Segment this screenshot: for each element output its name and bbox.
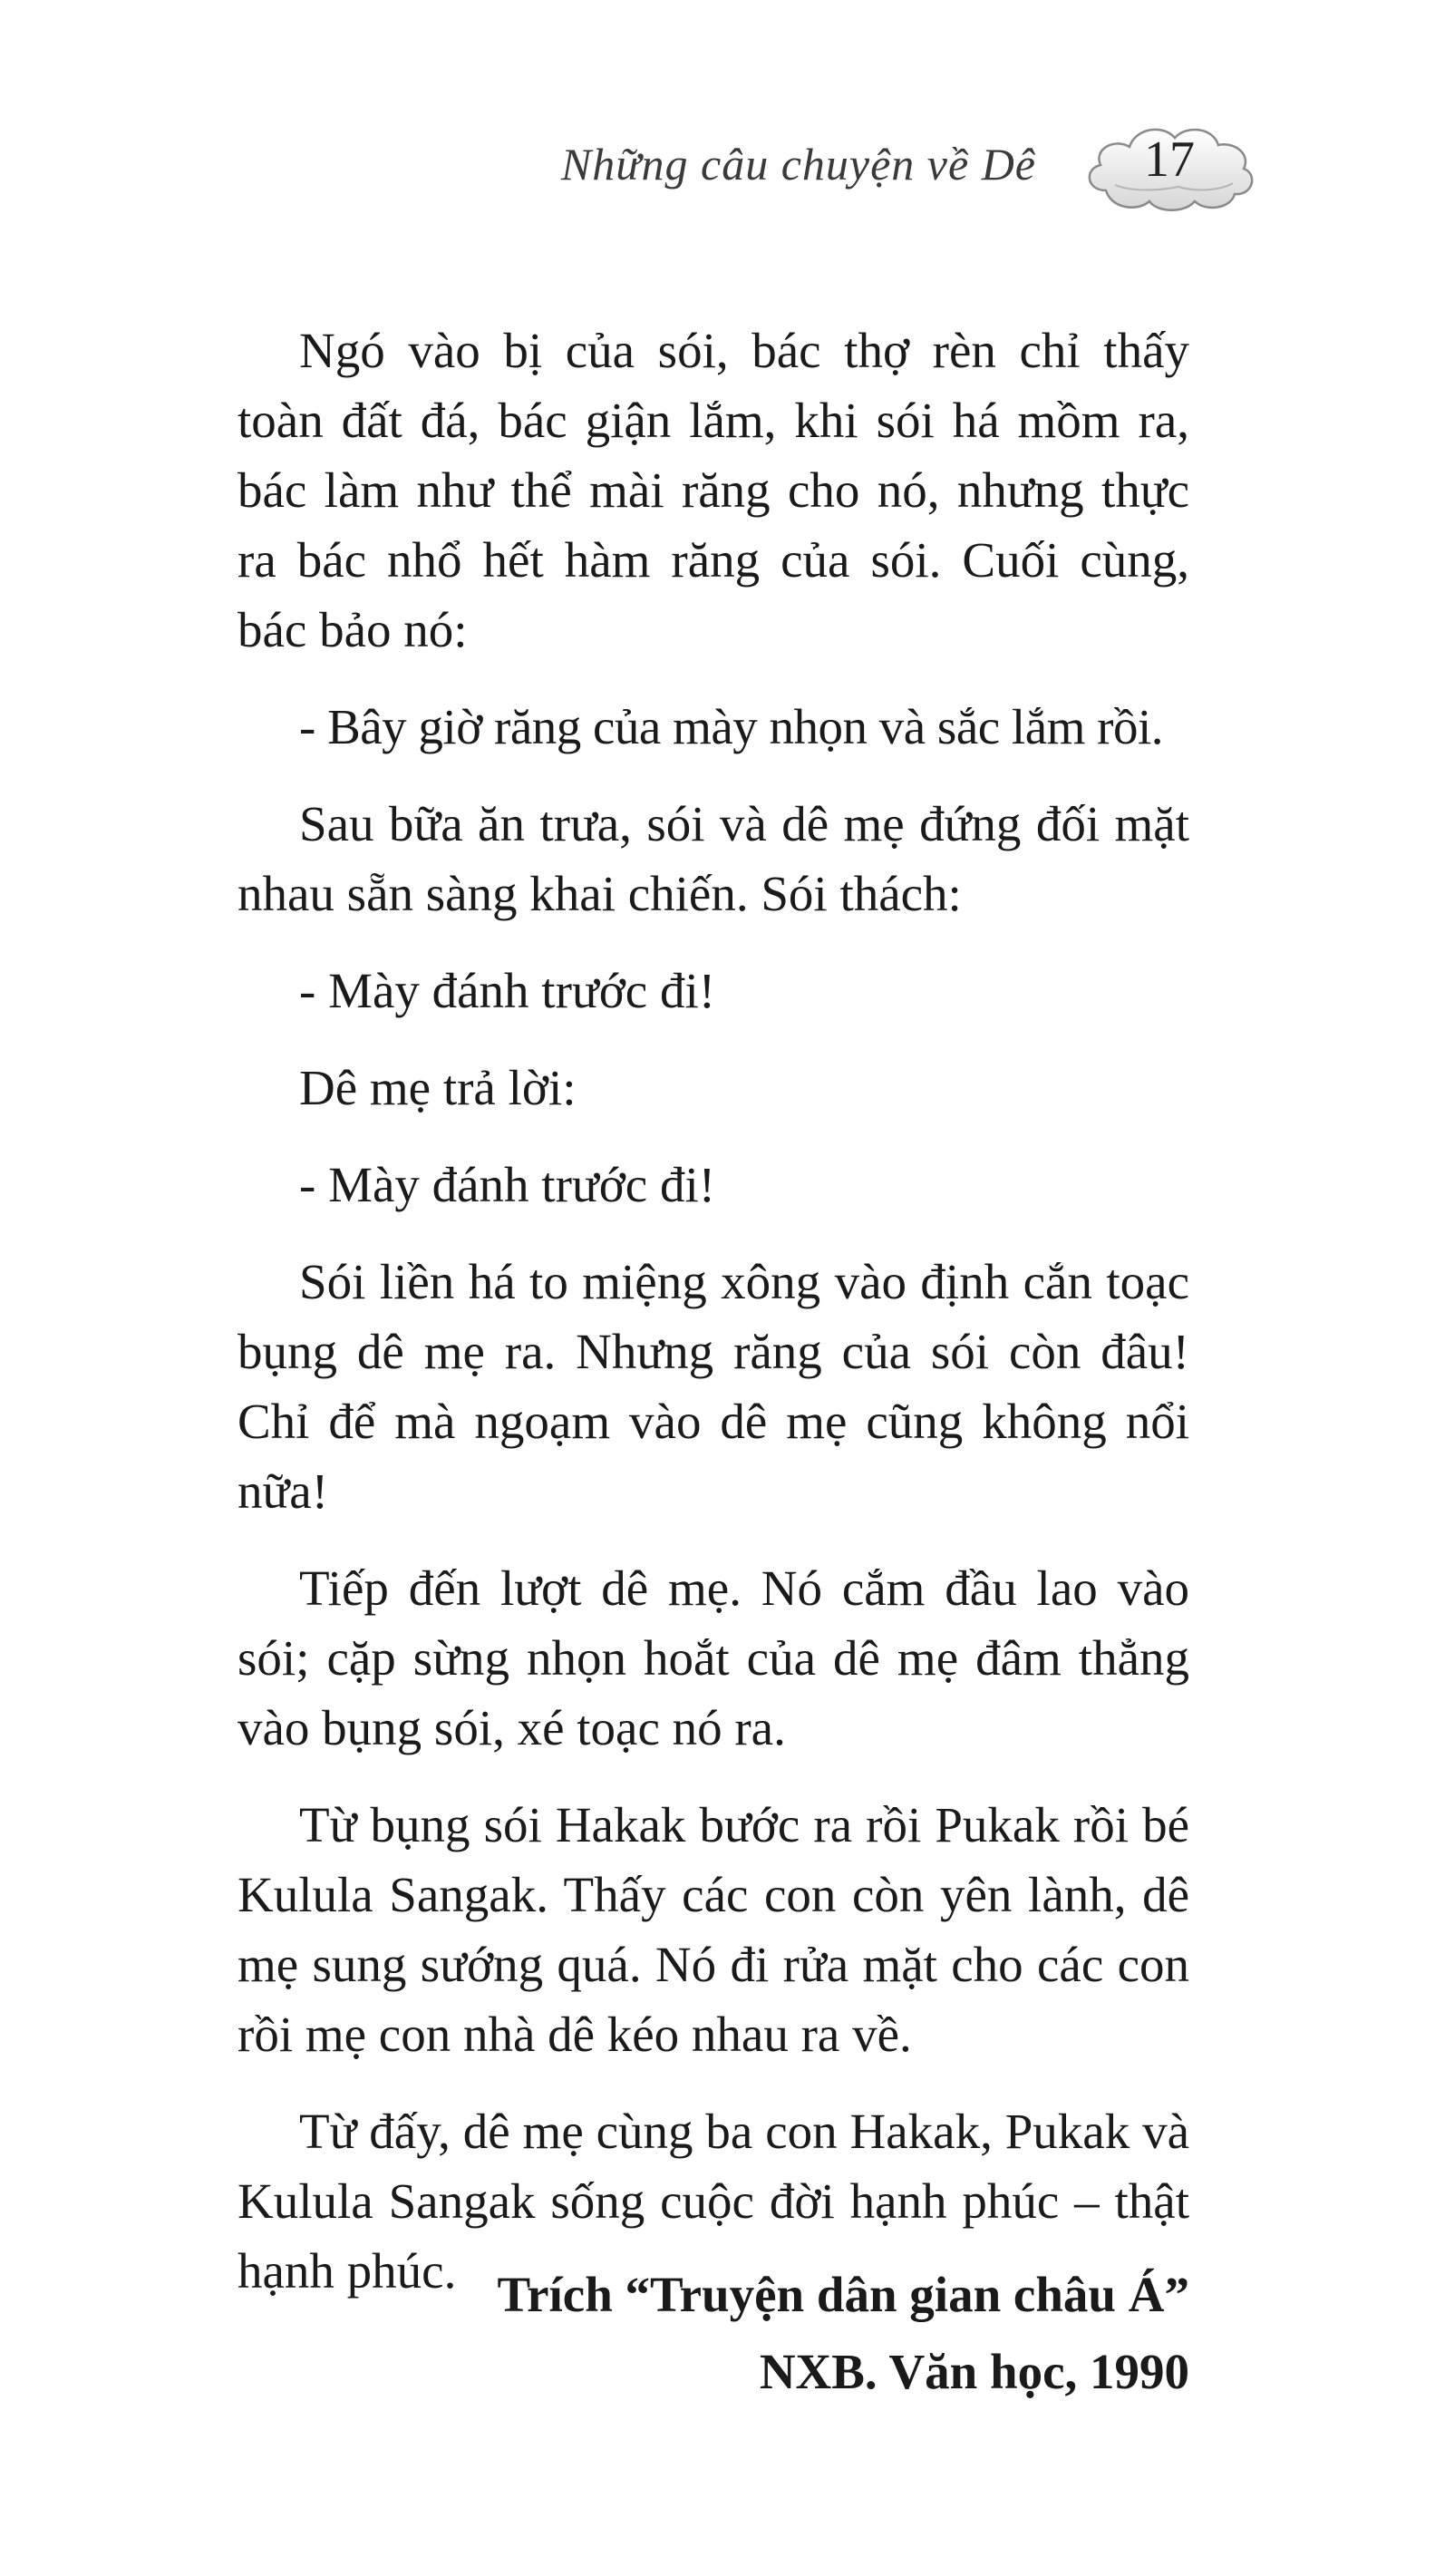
paragraph: Ngó vào bị của sói, bác thợ rèn chỉ thấy toàn đất đá, bác giận lắm, khi sói há mồm ra, bác làm như thể mài răng cho nó, nhưng thực ra bác nhổ hết hàm răng của sói. Cuối cùng, bác bảo nó: bbox=[238, 323, 1189, 657]
dialogue-line: - Mày đánh trước đi! bbox=[299, 963, 716, 1018]
page-number: 17 bbox=[1144, 131, 1195, 188]
paragraph: Tiếp đến lượt dê mẹ. Nó cắm đầu lao vào sói; cặp sừng nhọn hoắt của dê mẹ đâm thẳng vào bụng sói, xé toạc nó ra. bbox=[238, 1560, 1189, 1755]
page-number-badge bbox=[1079, 118, 1260, 218]
body-text bbox=[238, 316, 1189, 2333]
page-header bbox=[0, 118, 1435, 218]
attribution-publisher: NXB. Văn học, 1990 bbox=[759, 2344, 1189, 2399]
running-title: Những câu chuyện về Dê bbox=[560, 139, 1036, 190]
paragraph: Sói liền há to miệng xông vào định cắn toạc bụng dê mẹ ra. Nhưng răng của sói còn đâu! Chỉ để mà ngoạm vào dê mẹ cũng không nổi nữa! bbox=[238, 1254, 1189, 1519]
paragraph: Sau bữa ăn trưa, sói và dê mẹ đứng đối mặt nhau sẵn sàng khai chiến. Sói thách: bbox=[238, 796, 1189, 921]
dialogue-line: - Bây giờ răng của mày nhọn và sắc lắm rồi. bbox=[299, 699, 1163, 754]
paragraph: Từ bụng sói Hakak bước ra rồi Pukak rồi bé Kulula Sangak. Thấy các con còn yên lành, dê mẹ sung sướng quá. Nó đi rửa mặt cho các con rồi mẹ con nhà dê kéo nhau ra về. bbox=[238, 1797, 1189, 2062]
paragraph: Từ đấy, dê mẹ cùng ba con Hakak, Pukak và Kulula Sangak sống cuộc đời hạnh phúc – thật hạnh phúc. bbox=[238, 2104, 1189, 2299]
paragraph: Dê mẹ trả lời: bbox=[299, 1060, 577, 1115]
dialogue-line: - Mày đánh trước đi! bbox=[299, 1157, 716, 1212]
source-attribution bbox=[497, 2256, 1189, 2410]
attribution-source-title: Trích “Truyện dân gian châu Á” bbox=[497, 2267, 1189, 2322]
